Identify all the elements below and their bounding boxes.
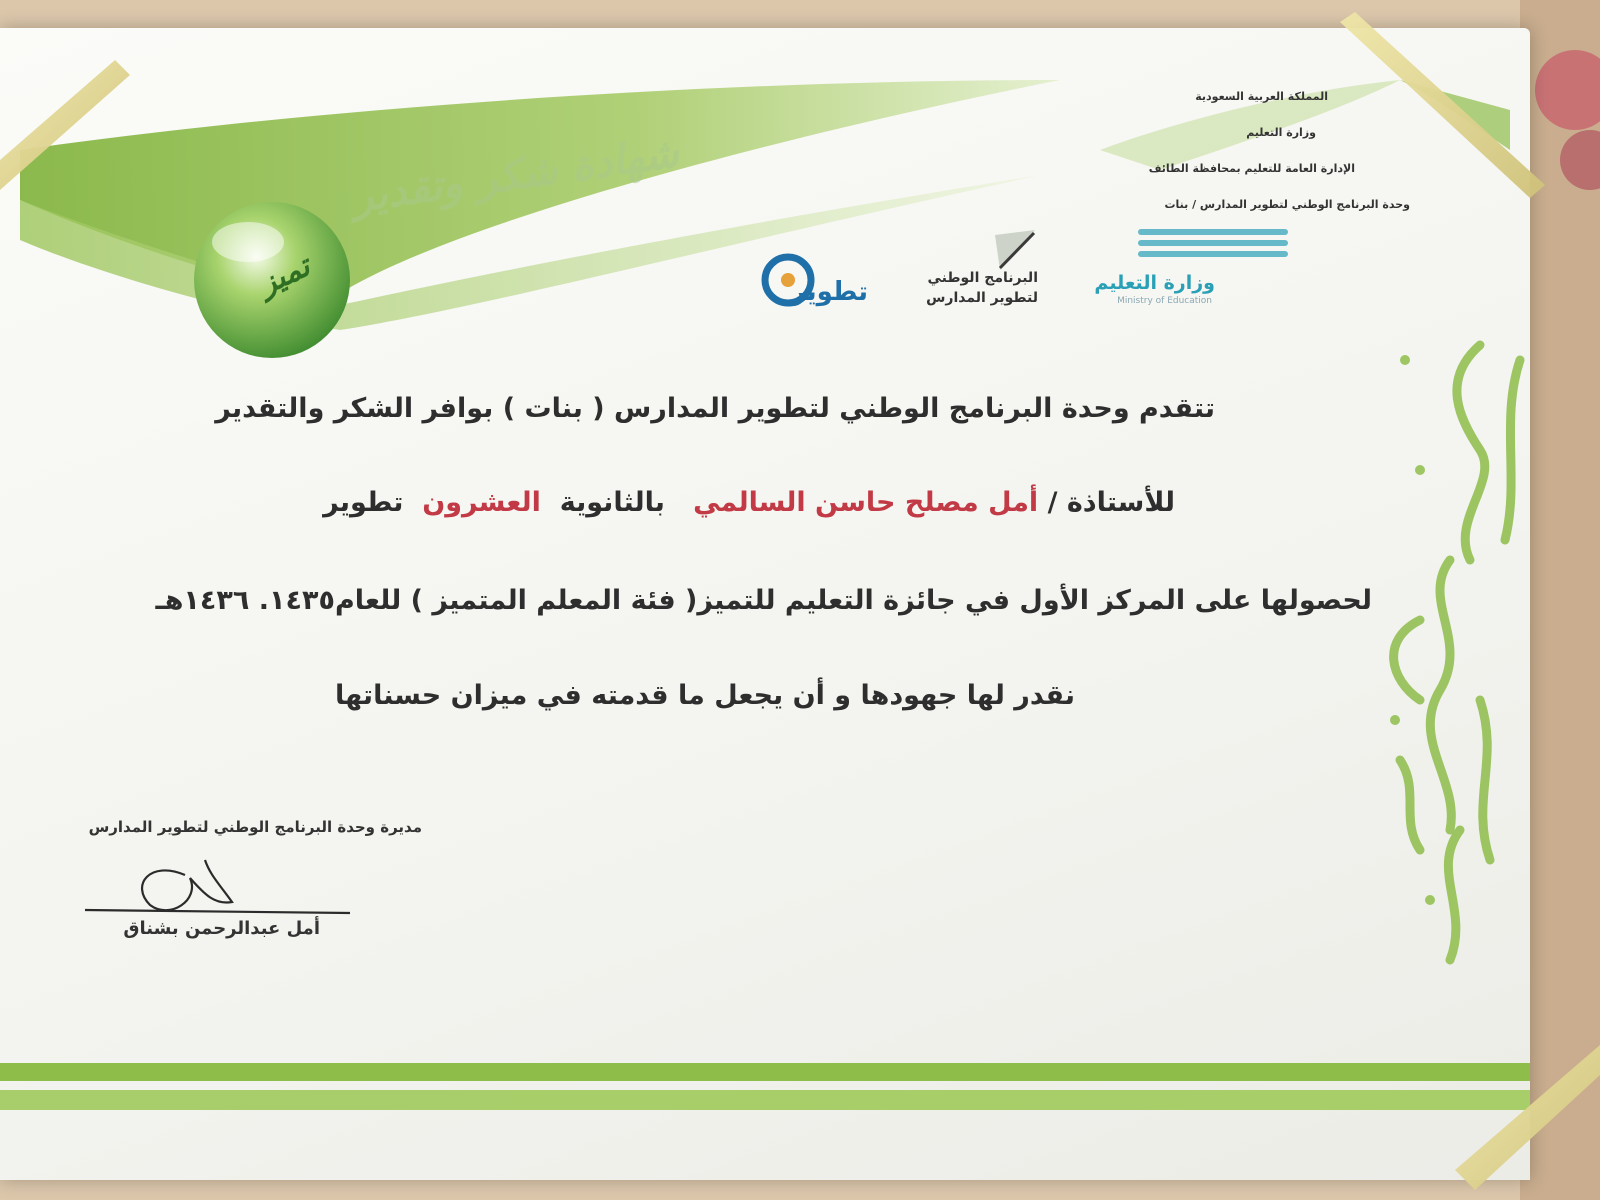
program-logo-line1: البرنامج الوطني [927, 270, 1038, 286]
school-name: العشرون [422, 487, 541, 518]
school-suffix: تطوير [323, 487, 404, 518]
emblem-text: تميز [253, 248, 315, 303]
ministry-logo-text: وزارة التعليم [1094, 272, 1215, 294]
signature-title: مديرة وحدة البرنامج الوطني لتطوير المدارس [88, 818, 422, 836]
header-line-kingdom: المملكة العربية السعودية [1195, 90, 1328, 103]
ministry-logo-english: Ministry of Education [1117, 296, 1212, 306]
teacher-name: أمل مصلح حاسن السالمي [693, 487, 1039, 518]
body-line-2 [323, 487, 1175, 518]
watermark-title: شهادة شكر وتقدير [349, 127, 682, 222]
tatweer-logo-text: تطوير [790, 277, 868, 307]
program-logo-line2: لتطوير المدارس [926, 290, 1038, 306]
body-line-4: نقدر لها جهودها و أن يجعل ما قدمته في ميزان حسناتها [334, 680, 1075, 711]
header-line-directorate: الإدارة العامة للتعليم بمحافظة الطائف [1148, 162, 1355, 175]
header-line-unit: وحدة البرنامج الوطني لتطوير المدارس / بنات [1164, 198, 1410, 211]
body-line-1: تتقدم وحدة البرنامج الوطني لتطوير المدارس ( بنات ) بوافر الشكر والتقدير [215, 393, 1215, 424]
body-line-3: لحصولها على المركز الأول في جائزة التعليم للتميز( فئة المعلم المتميز ) للعام١٤٣٥. ١٤٣٦هـ [155, 585, 1372, 616]
teacher-title: للأستاذة / [1038, 487, 1175, 518]
school-prefix: بالثانوية [559, 487, 665, 518]
header-line-ministry: وزارة التعليم [1246, 126, 1316, 139]
signature-name: أمل عبدالرحمن بشناق [123, 918, 320, 939]
